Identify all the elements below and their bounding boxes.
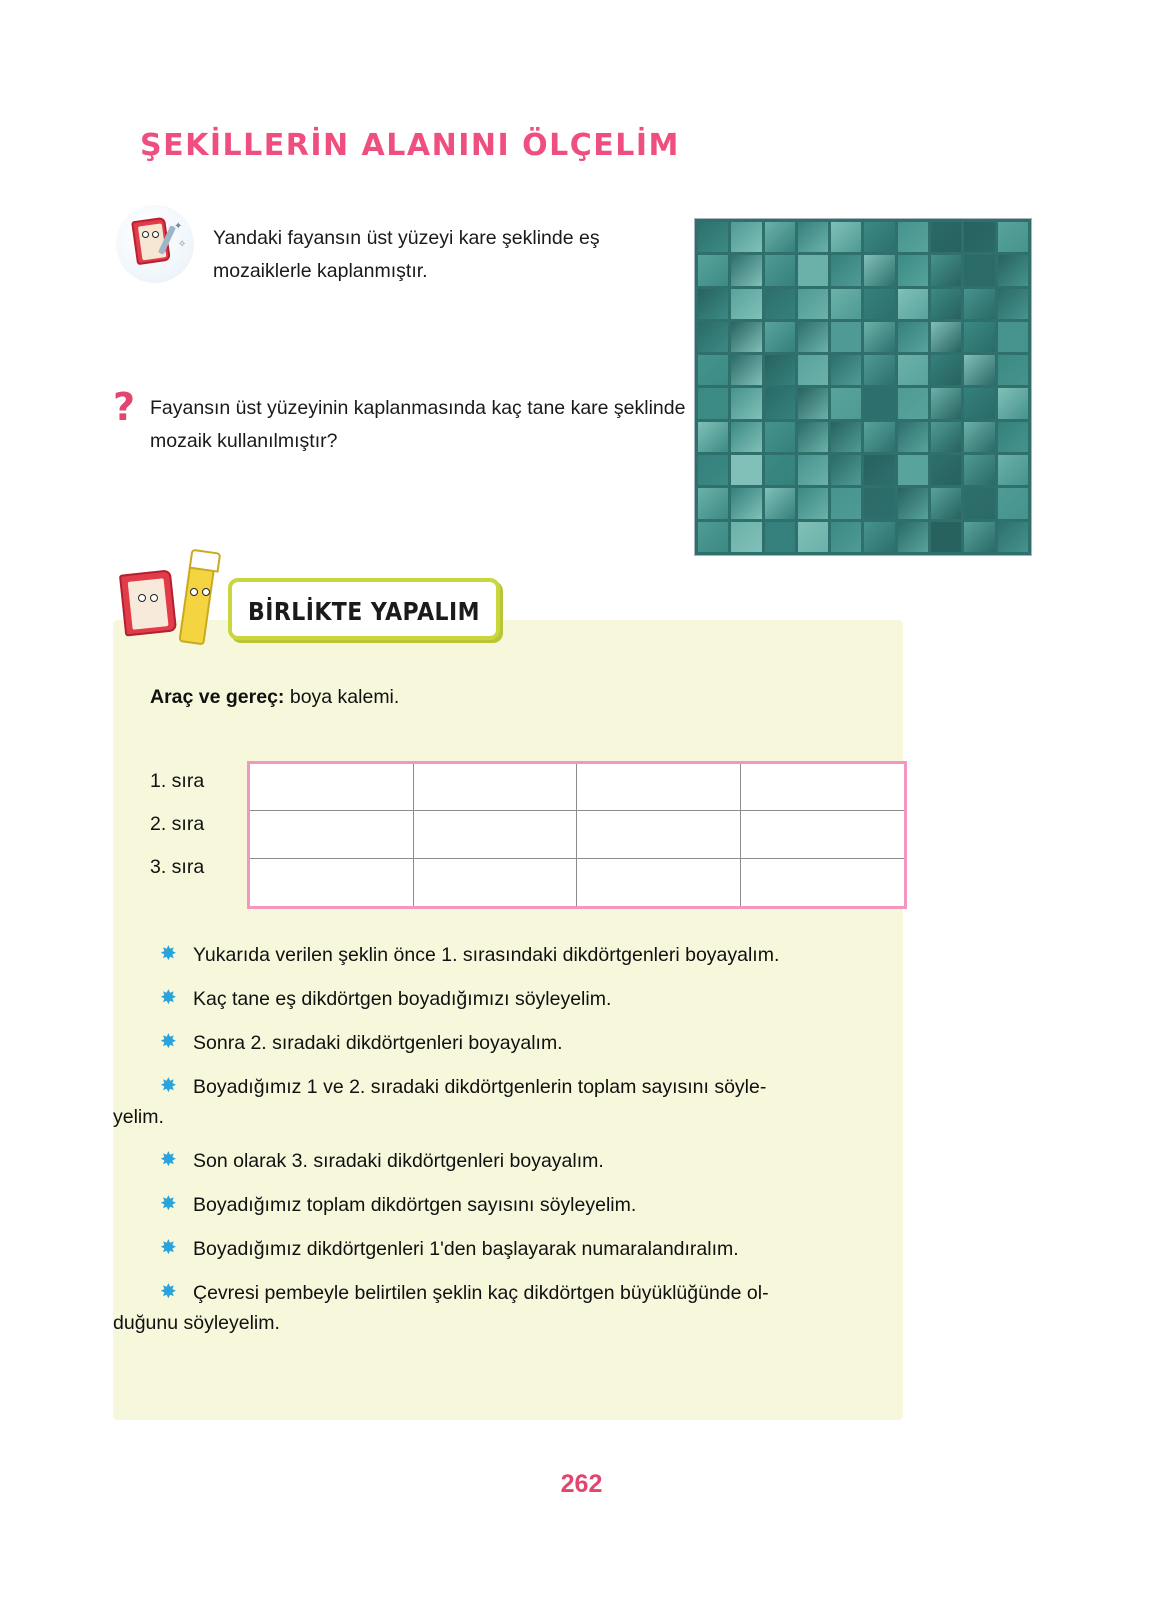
mosaic-cell	[898, 355, 928, 385]
mosaic-cell	[898, 422, 928, 452]
mosaic-cell	[864, 522, 894, 552]
mosaic-cell	[864, 355, 894, 385]
mosaic-cell	[964, 488, 994, 518]
grid-cell[interactable]	[250, 811, 414, 858]
star-bullet-icon: ✸	[160, 1193, 177, 1215]
grid-row-label: 2. sıra	[150, 813, 205, 835]
mosaic-cell	[931, 422, 961, 452]
mosaic-cell	[998, 388, 1028, 418]
mosaic-cell	[731, 355, 761, 385]
mosaic-cell	[798, 322, 828, 352]
mosaic-cell	[698, 355, 728, 385]
mosaic-cell	[831, 455, 861, 485]
mosaic-cell	[864, 488, 894, 518]
mosaic-cell	[864, 289, 894, 319]
mosaic-cell	[931, 289, 961, 319]
mosaic-cell	[798, 222, 828, 252]
mosaic-cell	[731, 422, 761, 452]
mosaic-cell	[864, 455, 894, 485]
pencil-mascot-eye	[202, 588, 210, 596]
mosaic-cell	[864, 422, 894, 452]
activity-badge	[228, 578, 500, 640]
mosaic-cell	[798, 488, 828, 518]
grid-cell[interactable]	[414, 859, 578, 906]
grid-cell[interactable]	[414, 811, 578, 858]
question-paragraph: Fayansın üst yüzeyinin kaplanmasında kaç tane kare şeklinde mozaik kullanılmıştır?	[150, 397, 686, 452]
mosaic-cell	[898, 488, 928, 518]
mosaic-cell	[898, 255, 928, 285]
grid-cell[interactable]	[577, 811, 741, 858]
grid-cell[interactable]	[577, 859, 741, 906]
question-mark-icon: ?	[113, 385, 136, 429]
list-item-label: Yukarıda verilen şeklin önce 1. sırasındaki dikdörtgenleri boyayalım.	[193, 944, 780, 966]
list-item-wrap: yelim.	[113, 1106, 164, 1128]
notebook-eye-right	[152, 231, 159, 238]
mosaic-cell	[765, 222, 795, 252]
mosaic-cell	[998, 488, 1028, 518]
mosaic-cell	[831, 255, 861, 285]
mosaic-cell	[698, 422, 728, 452]
mosaic-cell	[765, 388, 795, 418]
mosaic-cell	[931, 488, 961, 518]
mosaic-cell	[964, 388, 994, 418]
mosaic-cell	[998, 455, 1028, 485]
mosaic-cell	[698, 455, 728, 485]
mosaic-cell	[964, 322, 994, 352]
book-mascot-eye	[150, 594, 158, 602]
mosaic-cell	[898, 322, 928, 352]
mosaic-cell	[731, 522, 761, 552]
star-bullet-icon: ✸	[160, 1149, 177, 1171]
mosaic-cell	[765, 355, 795, 385]
list-item	[113, 1278, 903, 1308]
mosaic-cell	[698, 522, 728, 552]
mosaic-cell	[931, 355, 961, 385]
list-item-label: Sonra 2. sıradaki dikdörtgenleri boyayalım.	[193, 1032, 563, 1054]
pencil-mascot-eye	[190, 588, 198, 596]
notebook-eye-left	[142, 231, 149, 238]
list-item	[113, 984, 903, 1028]
grid-row-label: 1. sıra	[150, 770, 205, 792]
mosaic-cell	[731, 289, 761, 319]
mosaic-cell	[798, 255, 828, 285]
grid-row-labels	[150, 760, 240, 889]
activity-steps-list	[113, 940, 903, 1338]
mosaic-cell	[998, 222, 1028, 252]
mosaic-cell	[765, 255, 795, 285]
mosaic-cell	[898, 388, 928, 418]
star-bullet-icon: ✸	[160, 1075, 177, 1097]
mosaic-cell	[831, 388, 861, 418]
mosaic-cell	[698, 388, 728, 418]
mosaic-cell	[731, 255, 761, 285]
grid-cell[interactable]	[741, 859, 905, 906]
mosaic-cell	[731, 322, 761, 352]
mosaic-cell	[798, 455, 828, 485]
star-bullet-icon: ✸	[160, 1281, 177, 1303]
mosaic-cell	[731, 388, 761, 418]
list-item	[113, 1028, 903, 1072]
mosaic-cell	[964, 289, 994, 319]
mosaic-cell	[831, 422, 861, 452]
pencil-mascot-icon	[178, 561, 215, 646]
list-item-label: Kaç tane eş dikdörtgen boyadığımızı söyleyelim.	[193, 988, 612, 1010]
mosaic-cell	[931, 322, 961, 352]
mosaic-cell	[998, 355, 1028, 385]
mosaic-cell	[998, 322, 1028, 352]
mosaic-cell	[898, 522, 928, 552]
mosaic-cell	[698, 222, 728, 252]
mosaic-cell	[765, 522, 795, 552]
grid-cell[interactable]	[741, 811, 905, 858]
grid-cell[interactable]	[741, 764, 905, 811]
mosaic-cell	[698, 488, 728, 518]
grid-cell[interactable]	[577, 764, 741, 811]
mosaic-cell	[798, 289, 828, 319]
mosaic-cell	[698, 322, 728, 352]
list-item	[113, 1146, 903, 1190]
list-item	[113, 940, 903, 984]
sparkle-icon: ✦	[174, 221, 183, 232]
mosaic-cell	[698, 255, 728, 285]
notebook-icon	[116, 205, 194, 283]
list-item-wrap: duğunu söyleyelim.	[113, 1312, 280, 1334]
mosaic-cell	[765, 488, 795, 518]
mosaic-cell	[798, 522, 828, 552]
mosaic-cell	[898, 289, 928, 319]
grid-cell[interactable]	[250, 764, 414, 811]
star-bullet-icon: ✸	[160, 1031, 177, 1053]
grid-cell[interactable]	[414, 764, 578, 811]
mosaic-cell	[831, 222, 861, 252]
materials-value: boya kalemi.	[289, 686, 400, 708]
page-number: 262	[560, 1470, 603, 1498]
mosaic-cell	[931, 522, 961, 552]
list-item	[113, 1072, 903, 1102]
mosaic-cell	[998, 422, 1028, 452]
list-item-label: Çevresi pembeyle belirtilen şeklin kaç dikdörtgen büyüklüğünde ol-	[193, 1282, 769, 1304]
mosaic-cell	[765, 455, 795, 485]
sparkle-icon: ✧	[178, 239, 187, 250]
mosaic-cell	[964, 422, 994, 452]
mosaic-cell	[864, 322, 894, 352]
star-bullet-icon: ✸	[160, 1237, 177, 1259]
mosaic-cell	[798, 422, 828, 452]
mosaic-cell	[931, 255, 961, 285]
book-mascot-icon	[119, 569, 177, 636]
intro-paragraph: Yandaki fayansın üst yüzeyi kare şeklinde eş mozaiklerle kaplanmıştır.	[213, 227, 600, 282]
mosaic-cell	[831, 322, 861, 352]
book-mascot-eye	[138, 594, 146, 602]
materials-label: Araç ve gereç:	[150, 686, 285, 708]
mosaic-cell	[798, 355, 828, 385]
mosaic-cell	[864, 255, 894, 285]
coloring-grid[interactable]	[247, 761, 907, 909]
list-item-label: Son olarak 3. sıradaki dikdörtgenleri boyayalım.	[193, 1150, 604, 1172]
grid-cell[interactable]	[250, 859, 414, 906]
page-title: ŞEKİLLERİN ALANINI ÖLÇELİM	[140, 128, 680, 163]
grid-row-label: 3. sıra	[150, 856, 205, 878]
mosaic-cell	[964, 355, 994, 385]
mosaic-cell	[898, 455, 928, 485]
mosaic-cell	[864, 388, 894, 418]
mosaic-cell	[864, 222, 894, 252]
mosaic-cell	[731, 455, 761, 485]
mosaic-cell	[765, 289, 795, 319]
list-item	[113, 1190, 903, 1234]
mosaic-cell	[731, 488, 761, 518]
mosaic-cell	[831, 355, 861, 385]
materials-line	[150, 686, 399, 709]
list-item-label: Boyadığımız 1 ve 2. sıradaki dikdörtgenlerin toplam sayısını söyle-	[193, 1076, 767, 1098]
activity-badge-label: BİRLİKTE YAPALIM	[248, 597, 480, 626]
mosaic-cell	[831, 289, 861, 319]
mosaic-cell	[964, 222, 994, 252]
mosaic-cell	[931, 455, 961, 485]
star-bullet-icon: ✸	[160, 943, 177, 965]
mosaic-cell	[964, 522, 994, 552]
mosaic-cell	[765, 422, 795, 452]
mosaic-cell	[831, 522, 861, 552]
mosaic-cell	[798, 388, 828, 418]
mosaic-cell	[698, 289, 728, 319]
mosaic-cell	[765, 322, 795, 352]
mosaic-cell	[964, 455, 994, 485]
star-bullet-icon: ✸	[160, 987, 177, 1009]
mosaic-cell	[998, 522, 1028, 552]
mosaic-cell	[898, 222, 928, 252]
mosaic-tile-photo	[694, 218, 1032, 556]
list-item	[113, 1234, 903, 1278]
mosaic-cell	[998, 289, 1028, 319]
mosaic-cell	[831, 488, 861, 518]
list-item-label: Boyadığımız toplam dikdörtgen sayısını söyleyelim.	[193, 1194, 637, 1216]
mosaic-cell	[931, 222, 961, 252]
list-item-label: Boyadığımız dikdörtgenleri 1'den başlayarak numaralandıralım.	[193, 1238, 739, 1260]
mosaic-cell	[931, 388, 961, 418]
mosaic-cell	[998, 255, 1028, 285]
mosaic-cell	[731, 222, 761, 252]
mosaic-cell	[964, 255, 994, 285]
